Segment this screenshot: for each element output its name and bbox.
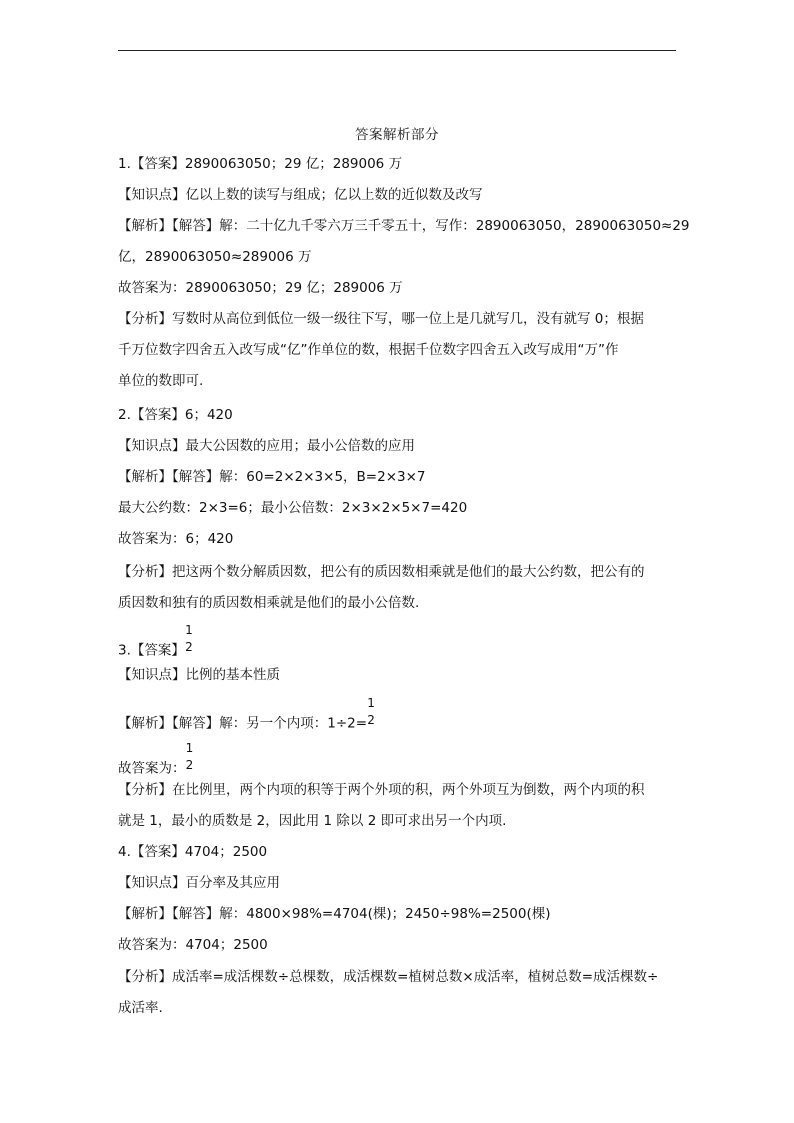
q2-method-line-1: 【分析】把这两个数分解质因数，把公有的质因数相乘就是他们的最大公约数，把公有的 — [118, 564, 645, 580]
fraction-bar — [186, 756, 194, 757]
q2-knowledge: 【知识点】最大公因数的应用；最小公倍数的应用 — [118, 438, 415, 454]
q4-method-line-2: 成活率. — [118, 1000, 163, 1016]
q1-knowledge: 【知识点】亿以上数的读写与组成；亿以上数的近似数及改写 — [118, 187, 483, 203]
q3-analysis-fraction — [367, 697, 375, 726]
q3-knowledge: 【知识点】比例的基本性质 — [118, 667, 280, 683]
fraction-numerator: 1 — [367, 696, 375, 710]
q1-method-line-3: 单位的数即可. — [118, 373, 204, 389]
q4-analysis: 【解析】【解答】解：4800×98%=4704(棵)；2450÷98%=2500(棵) — [118, 906, 551, 922]
q3-analysis-label: 【解析】【解答】解：另一个内项：1÷2= — [118, 715, 368, 732]
q4-method-line-1: 【分析】成活率=成活棵数÷总棵数，成活棵数=植树总数×成活率，植树总数=成活棵数÷ — [118, 969, 659, 985]
fraction-denominator: 2 — [185, 758, 194, 772]
q1-method-line-1: 【分析】写数时从高位到低位一级一级往下写，哪一位上是几就写几，没有就写 0；根据 — [118, 311, 644, 327]
q4-knowledge: 【知识点】百分率及其应用 — [118, 875, 280, 891]
q2-analysis-line-2: 最大公约数：2×3=6；最小公倍数：2×3×2×5×7=420 — [118, 500, 468, 516]
q4-answer: 4.【答案】4704；2500 — [118, 844, 268, 860]
q1-answer: 1.【答案】2890063050；29 亿；289006 万 — [118, 156, 403, 172]
fraction-denominator: 2 — [185, 640, 193, 654]
q3-analysis — [118, 696, 375, 738]
q1-analysis-line-2: 亿，2890063050≈289006 万 — [118, 249, 312, 265]
q2-analysis-line-1: 【解析】【解答】解：60=2×2×3×5，B=2×3×7 — [118, 469, 426, 485]
q3-method-line-2: 就是 1，最小的质数是 2，因此用 1 除以 2 即可求出另一个内项. — [118, 813, 507, 829]
q3-result — [118, 741, 194, 783]
q2-result: 故答案为：6；420 — [118, 531, 234, 547]
q1-analysis-line-1: 【解析】【解答】解：二十亿九千零六万三千零五十，写作：2890063050，2890063050≈29 — [118, 218, 690, 234]
q3-answer-label: 3.【答案】 — [118, 642, 185, 659]
q3-answer — [118, 623, 193, 665]
q3-answer-fraction — [185, 624, 193, 653]
fraction-denominator: 2 — [367, 713, 375, 727]
q3-method-line-1: 【分析】在比例里，两个内项的积等于两个外项的积，两个外项互为倒数，两个内项的积 — [118, 782, 645, 798]
fraction-bar — [185, 638, 193, 639]
q3-result-fraction — [186, 742, 194, 771]
fraction-bar — [367, 711, 375, 712]
q2-method-line-2: 质因数和独有的质因数相乘就是他们的最小公倍数. — [118, 595, 420, 611]
page-title: 答案解析部分 — [355, 127, 439, 143]
q4-result: 故答案为：4704；2500 — [118, 937, 268, 953]
fraction-numerator: 1 — [185, 623, 193, 637]
q3-result-label: 故答案为： — [118, 760, 186, 777]
q2-answer: 2.【答案】6；420 — [118, 407, 233, 423]
header-rule — [118, 50, 676, 51]
fraction-numerator: 1 — [185, 741, 194, 755]
q1-result: 故答案为：2890063050；29 亿；289006 万 — [118, 280, 403, 296]
q1-method-line-2: 千万位数字四舍五入改写成“亿”作单位的数，根据千位数字四舍五入改写成用“万”作 — [118, 342, 619, 358]
